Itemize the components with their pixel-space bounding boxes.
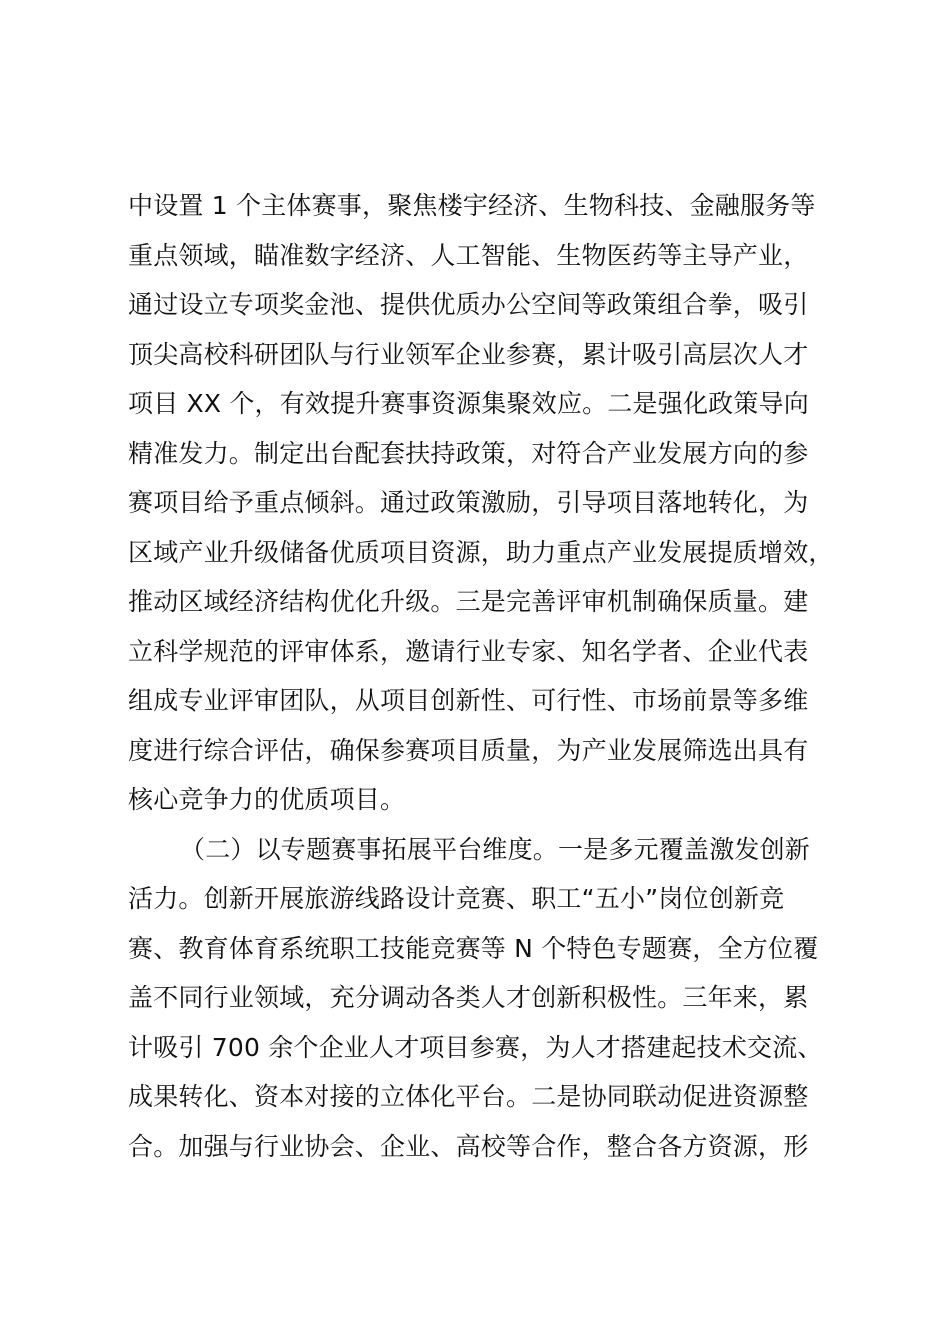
text-line: 项目 XX 个，有效提升赛事资源集聚效应。二是强化政策导向 (128, 389, 809, 418)
text-line: 核心竞争力的优质项目。 (128, 785, 406, 814)
text-line: 精准发力。制定出台配套扶持政策，对符合产业发展方向的参 (128, 438, 809, 468)
text-line: 中设置 1 个主体赛事，聚焦楼宇经济、生物科技、金融服务等 (128, 191, 816, 220)
text-line: 盖不同行业领域，充分调动各类人才创新积极性。三年来，累 (128, 983, 809, 1012)
text-line: 赛项目给予重点倾斜。通过政策激励，引导项目落地转化，为 (128, 488, 809, 517)
text-line: 赛、教育体育系统职工技能竞赛等 N 个特色专题赛，全方位覆 (128, 933, 819, 963)
text-line: 活力。创新开展旅游线路设计竞赛、职工“五小”岗位创新竞 (128, 884, 785, 913)
text-line: 顶尖高校科研团队与行业领军企业参赛，累计吸引高层次人才 (128, 339, 809, 369)
text-line: 通过设立专项奖金池、提供优质办公空间等政策组合拳，吸引 (128, 290, 809, 319)
text-line: 计吸引 700 余个企业人才项目参赛，为人才搭建起技术交流、 (128, 1032, 823, 1062)
text-line: 合。加强与行业协会、企业、高校等合作，整合各方资源，形 (128, 1131, 809, 1161)
text-line: 度进行综合评估，确保参赛项目质量，为产业发展筛选出具有 (128, 735, 809, 765)
body-text (128, 181, 848, 1171)
text-line: 推动区域经济结构优化升级。三是完善评审机制确保质量。建 (128, 587, 809, 616)
section-heading-line: （二）以专题赛事拓展平台维度。一是多元覆盖激发创新 (180, 834, 811, 864)
text-line: 区域产业升级储备优质项目资源，助力重点产业发展提质增效， (128, 537, 834, 567)
text-line: 重点领域，瞄准数字经济、人工智能、生物医药等主导产业， (128, 240, 809, 270)
text-line: 立科学规范的评审体系，邀请行业专家、知名学者、企业代表 (128, 636, 809, 666)
text-line: 组成专业评审团队，从项目创新性、可行性、市场前景等多维 (128, 686, 809, 715)
text-line: 成果转化、资本对接的立体化平台。二是协同联动促进资源整 (128, 1082, 809, 1111)
